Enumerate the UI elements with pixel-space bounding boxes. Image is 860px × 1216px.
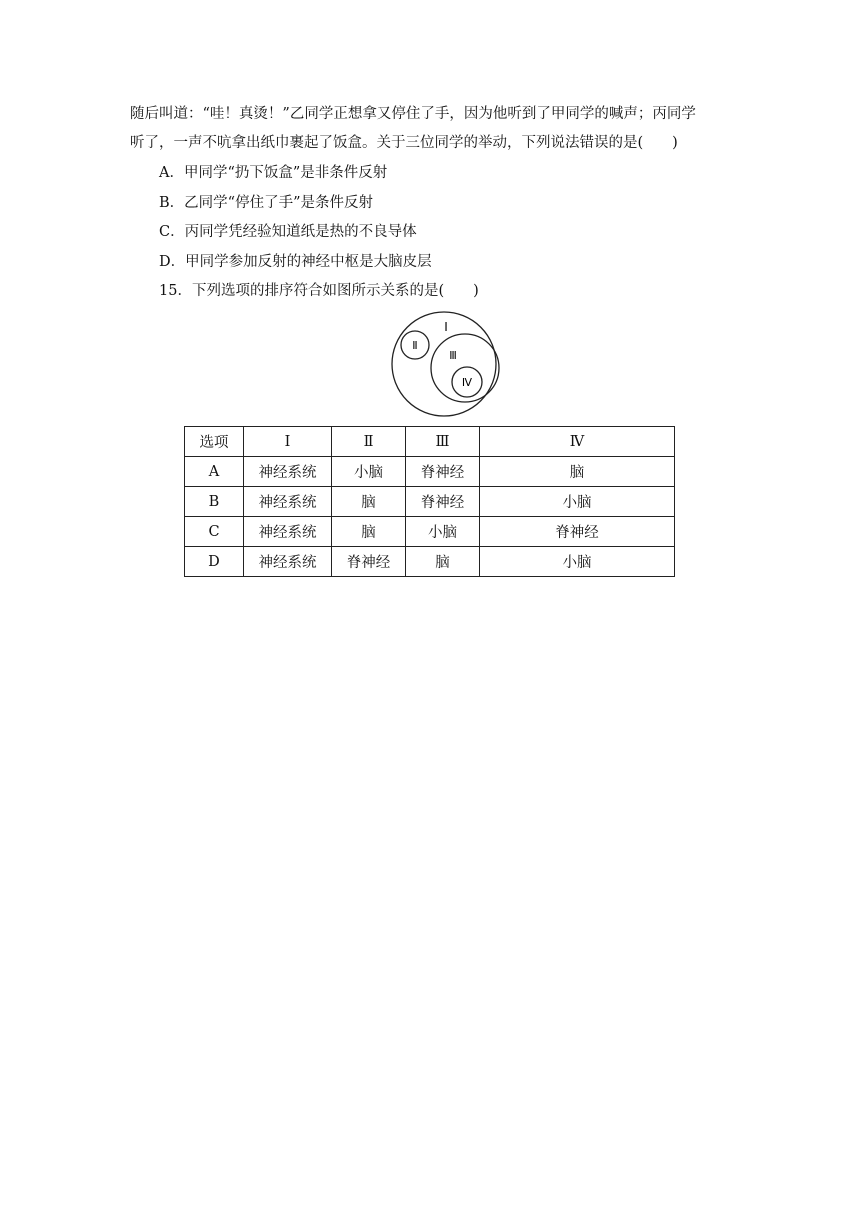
table-row (185, 487, 675, 517)
row-c-iv: 脊神经 (480, 517, 675, 547)
row-b-iii: 脊神经 (406, 487, 480, 517)
table-header-row (185, 427, 675, 457)
row-d-iii: 脑 (406, 547, 480, 577)
row-a-ii: 小脑 (332, 457, 406, 487)
option-c: C．丙同学凭经验知道纸是热的不良导体 (159, 224, 417, 240)
row-d-i: 神经系统 (244, 547, 332, 577)
row-c-iii: 小脑 (406, 517, 480, 547)
header-iv: Ⅳ (480, 427, 675, 457)
row-a-i: 神经系统 (244, 457, 332, 487)
header-iii: Ⅲ (406, 427, 480, 457)
label-iii: Ⅲ (449, 350, 457, 362)
option-b: B．乙同学“停住了手”是条件反射 (159, 195, 373, 211)
row-a-iv: 脑 (480, 457, 675, 487)
row-b-i: 神经系统 (244, 487, 332, 517)
table-row (185, 547, 675, 577)
row-d-iv: 小脑 (480, 547, 675, 577)
question-15-stem: 15．下列选项的排序符合如图所示关系的是( ) (159, 283, 479, 299)
label-i: Ⅰ (444, 320, 448, 334)
row-b-option: B (185, 487, 244, 517)
option-d: D．甲同学参加反射的神经中枢是大脑皮层 (159, 254, 432, 270)
question-14-line-1: 随后叫道：“哇！真烫！”乙同学正想拿又停住了手，因为他听到了甲同学的喊声；丙同学 (130, 106, 696, 122)
header-i: Ⅰ (244, 427, 332, 457)
answer-table (184, 426, 675, 577)
row-d-ii: 脊神经 (332, 547, 406, 577)
table-row (185, 517, 675, 547)
row-b-ii: 脑 (332, 487, 406, 517)
option-a: A．甲同学“扔下饭盒”是非条件反射 (159, 165, 388, 181)
circle-iii (431, 334, 499, 402)
row-a-option: A (185, 457, 244, 487)
row-b-iv: 小脑 (480, 487, 675, 517)
header-option: 选项 (185, 427, 244, 457)
row-c-i: 神经系统 (244, 517, 332, 547)
label-ii: Ⅱ (412, 340, 418, 352)
question-14-line-2: 听了，一声不吭拿出纸巾裹起了饭盒。关于三位同学的举动，下列说法错误的是( ) (130, 135, 678, 151)
label-iv: Ⅳ (461, 377, 473, 389)
header-ii: Ⅱ (332, 427, 406, 457)
row-c-option: C (185, 517, 244, 547)
row-a-iii: 脊神经 (406, 457, 480, 487)
table-row (185, 457, 675, 487)
row-d-option: D (185, 547, 244, 577)
nested-circles-diagram (389, 309, 501, 419)
row-c-ii: 脑 (332, 517, 406, 547)
